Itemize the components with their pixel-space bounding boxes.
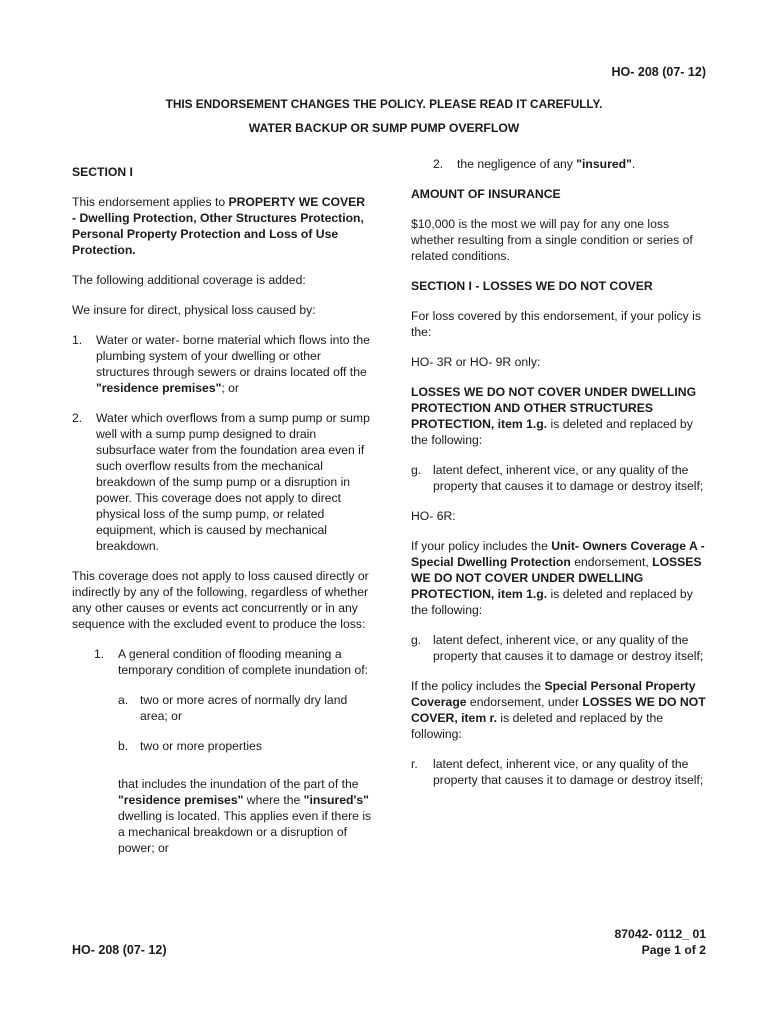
spc-bold-text: LOSSES WE DO NOT COVER, item r. [411, 695, 706, 725]
for-loss-text: For loss covered by this endorsement, if your policy is the: [411, 309, 701, 339]
list-text: latent defect, inherent vice, or any quality of the property that causes it to damage or destroy itself; [433, 463, 704, 493]
list-letter: r. [411, 757, 418, 771]
unit-bold-text: Unit- Owners Coverage A - Special Dwelling Protection [411, 539, 705, 569]
list-number: 2. [72, 411, 83, 425]
inundation-bold-text: "residence premises" [118, 793, 244, 807]
form-code-footer: HO- 208 (07- 12) [72, 943, 167, 957]
list-text: A general condition of flooding meaning a temporary condition of complete inundation of: [118, 647, 368, 677]
unit-text: If your policy includes the [411, 539, 552, 553]
list-text [457, 156, 709, 172]
document-title: WATER BACKUP OR SUMP PUMP OVERFLOW [248, 121, 520, 135]
losses-text: is deleted and replaced by the following: [411, 417, 693, 447]
item-text-end: . [631, 157, 636, 171]
intro-text: This endorsement applies to [72, 195, 229, 209]
spc-text: If the policy includes the [411, 679, 545, 693]
list-text: latent defect, inherent vice, or any quality of the property that causes it to damage or destroy itself; [433, 757, 704, 787]
section-heading: SECTION I [72, 165, 133, 179]
unit-text: endorsement, [570, 555, 653, 569]
special-personal-paragraph [411, 678, 709, 742]
list-letter: a. [118, 693, 129, 707]
list-item [72, 410, 372, 554]
additional-coverage-text: The following additional coverage is added: [72, 273, 306, 287]
ho6r-text: HO- 6R: [411, 509, 456, 523]
footer-right [615, 926, 707, 958]
losses-paragraph [411, 384, 709, 448]
list-item [72, 332, 372, 396]
left-column [72, 156, 372, 856]
spc-text: is deleted and replaced by the following: [411, 711, 664, 741]
sub-list-item [118, 692, 372, 724]
list-text: latent defect, inherent vice, or any quality of the property that causes it to damage or destroy itself; [433, 633, 704, 663]
list-number: 1. [94, 647, 105, 661]
list-number: 1. [72, 333, 83, 347]
amount-text: $10,000 is the most we will pay for any one loss whether resulting from a single condition or series of related conditions. [411, 217, 693, 263]
list-letter: g. [411, 633, 422, 647]
item-bold-text: "residence premises" [96, 381, 222, 395]
losses-heading: SECTION I - LOSSES WE DO NOT COVER [411, 279, 653, 293]
insure-text: We insure for direct, physical loss caused by: [72, 303, 316, 317]
amount-heading: AMOUNT OF INSURANCE [411, 187, 561, 201]
list-text [96, 332, 372, 396]
losses-bold-text: LOSSES WE DO NOT COVER UNDER DWELLING PROTECTION AND OTHER STRUCTURES PROTECTION, item 1.g. [411, 385, 697, 431]
list-text: two or more acres of normally dry land area; or [140, 693, 348, 723]
list-letter: b. [118, 739, 129, 753]
list-text: two or more properties [140, 739, 262, 753]
list-item [411, 462, 709, 494]
item-text: the negligence of any [457, 157, 577, 171]
exclusion-item [433, 156, 709, 172]
intro-paragraph [72, 194, 372, 258]
form-code-header: HO- 208 (07- 12) [611, 65, 706, 79]
inundation-bold-text: "insured's" [303, 793, 369, 807]
exclusion-paragraph: This coverage does not apply to loss caused directly or indirectly by any of the following, regardless of whether any other causes or events act concurrently or in any sequence with the excluded event to produce the loss: [72, 569, 369, 631]
inundation-text: that includes the inundation of the part of the [118, 777, 359, 791]
unit-owners-paragraph [411, 538, 709, 618]
list-letter: g. [411, 463, 422, 477]
item-text-end: ; or [221, 381, 239, 395]
inundation-text: dwelling is located. This applies even if there is a mechanical breakdown or a disruption of power; or [118, 809, 372, 855]
endorsement-notice: THIS ENDORSEMENT CHANGES THE POLICY. PLEASE READ IT CAREFULLY. [165, 97, 603, 111]
list-text: Water which overflows from a sump pump or sump well with a sump pump designed to drain subsurface water from the foundation area even if such overflow results from the mechanical breakdown of the sump pump or a disruption in power. This coverage does not apply to direct physical loss of the sump pump, or related equipment, which is caused by mechanical breakdown. [96, 411, 370, 553]
unit-text: is deleted and replaced by the following: [411, 587, 693, 617]
page-number: Page 1 of 2 [641, 943, 706, 957]
ho3r-text: HO- 3R or HO- 9R only: [411, 355, 541, 369]
item-bold-text: "insured" [576, 157, 632, 171]
exclusion-item [94, 646, 372, 678]
list-item [411, 756, 709, 788]
sub-list-item [118, 738, 372, 754]
intro-bold-text: PROPERTY WE COVER - Dwelling Protection, Other Structures Protection, Personal Property Protection and Loss of Use Protection. [72, 195, 366, 257]
spc-bold-text: Special Personal Property Coverage [411, 679, 696, 709]
unit-bold-text: LOSSES WE DO NOT COVER UNDER DWELLING PROTECTION, item 1.g. [411, 555, 702, 601]
document-number: 87042- 0112_ 01 [614, 927, 706, 941]
item-text: Water or water- borne material which flows into the plumbing system of your dwelling or other structures through sewers or drains located off the [96, 333, 370, 379]
inundation-text: where the [243, 793, 304, 807]
inundation-paragraph [118, 776, 372, 856]
spc-text: endorsement, under [466, 695, 583, 709]
list-item [411, 632, 709, 664]
list-number: 2. [433, 157, 444, 171]
right-column [411, 156, 709, 788]
